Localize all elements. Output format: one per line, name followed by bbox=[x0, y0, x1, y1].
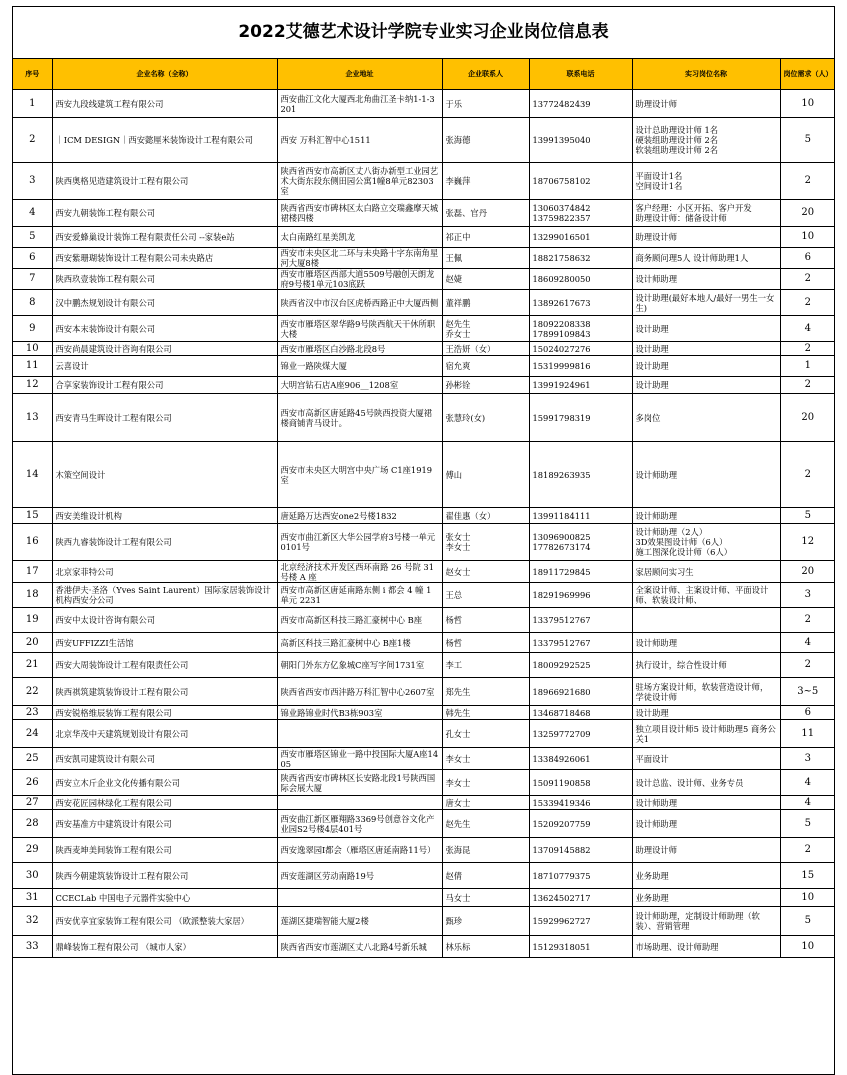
cell-contact: 王佩 bbox=[442, 248, 529, 269]
cell-demand: 5 bbox=[780, 508, 835, 524]
cell-position: 市场助理、设计师助理 bbox=[632, 936, 780, 958]
cell-address: 陕西省西安市莲湖区丈八北路4号新乐城 bbox=[277, 936, 442, 958]
cell-address: 西安莲湖区劳动南路19号 bbox=[277, 863, 442, 889]
cell-position: 平面设计1名 空间设计1名 bbox=[632, 163, 780, 200]
cell-demand: 4 bbox=[780, 796, 835, 810]
cell-demand: 10 bbox=[780, 889, 835, 907]
cell-address: 高新区科技三路汇豪树中心 B座1楼 bbox=[277, 633, 442, 653]
table-row bbox=[13, 838, 835, 863]
table-row bbox=[13, 290, 835, 316]
cell-company: CCECLab 中国电子元器件实验中心 bbox=[52, 889, 277, 907]
cell-contact: 赵先生 bbox=[442, 810, 529, 838]
cell-demand: 2 bbox=[780, 342, 835, 356]
cell-position: 业务助理 bbox=[632, 863, 780, 889]
cell-position: 助理设计师 bbox=[632, 90, 780, 118]
cell-company: 陕西祺筑建筑装饰设计工程有限公司 bbox=[52, 678, 277, 706]
cell-phone: 15339419346 bbox=[529, 796, 632, 810]
cell-company: 西安爱蜂巢设计装饰工程有限责任公司 --家装e站 bbox=[52, 227, 277, 248]
cell-phone: 13991924961 bbox=[529, 377, 632, 394]
cell-demand: 20 bbox=[780, 561, 835, 583]
cell-contact: 赵婕 bbox=[442, 269, 529, 290]
cell-no: 10 bbox=[13, 342, 52, 356]
table-row bbox=[13, 394, 835, 442]
cell-contact: 祁正中 bbox=[442, 227, 529, 248]
cell-company: 北京家菲特公司 bbox=[52, 561, 277, 583]
table-row bbox=[13, 524, 835, 561]
cell-address: 陕西省西安市碑林区长安路北段1号陕西国际会展大厦 bbox=[277, 770, 442, 796]
cell-demand: 3 bbox=[780, 748, 835, 770]
cell-demand: 12 bbox=[780, 524, 835, 561]
cell-demand: 4 bbox=[780, 316, 835, 342]
cell-position: 设计总助理设计师 1名 硬装组助理设计师 2名 软装组助理设计师 2名 bbox=[632, 118, 780, 163]
cell-address: 西安市雁塔区翠华路9号陕西航天干休所职大楼 bbox=[277, 316, 442, 342]
table-row bbox=[13, 118, 835, 163]
table-row bbox=[13, 678, 835, 706]
cell-contact: 王总 bbox=[442, 583, 529, 608]
cell-address: 莲湖区捷瑞智能大厦2楼 bbox=[277, 907, 442, 936]
cell-company: ｜ICM DESIGN｜西安懿厘米装饰设计工程有限公司 bbox=[52, 118, 277, 163]
cell-company: 陕西麦坤美间装饰工程有限公司 bbox=[52, 838, 277, 863]
cell-company: 西安青马生晖设计工程有限公司 bbox=[52, 394, 277, 442]
cell-address: 西安市雁塔区白沙路北段8号 bbox=[277, 342, 442, 356]
cell-demand: 20 bbox=[780, 394, 835, 442]
cell-company: 西安锐格维辰装饰工程有限公司 bbox=[52, 706, 277, 720]
cell-company: 西安美维设计机构 bbox=[52, 508, 277, 524]
cell-address bbox=[277, 889, 442, 907]
cell-address: 锦业一路陕煤大厦 bbox=[277, 356, 442, 377]
cell-address: 锦业路锦业时代B3栋903室 bbox=[277, 706, 442, 720]
cell-position: 设计助理 bbox=[632, 706, 780, 720]
cell-no: 24 bbox=[13, 720, 52, 748]
table-row bbox=[13, 561, 835, 583]
cell-demand: 2 bbox=[780, 163, 835, 200]
cell-phone: 18706758102 bbox=[529, 163, 632, 200]
cell-position: 设计师助理 bbox=[632, 269, 780, 290]
cell-phone: 13991395040 bbox=[529, 118, 632, 163]
cell-phone: 18189263935 bbox=[529, 442, 632, 508]
cell-position: 设计助理 bbox=[632, 356, 780, 377]
cell-company: 北京华茂中天建筑规划设计有限公司 bbox=[52, 720, 277, 748]
table-row bbox=[13, 248, 835, 269]
cell-demand: 11 bbox=[780, 720, 835, 748]
cell-contact: 赵先生 乔女士 bbox=[442, 316, 529, 342]
cell-demand: 1 bbox=[780, 356, 835, 377]
cell-no: 2 bbox=[13, 118, 52, 163]
cell-phone: 18710779375 bbox=[529, 863, 632, 889]
table-row bbox=[13, 936, 835, 958]
cell-phone: 13379512767 bbox=[529, 608, 632, 633]
cell-contact: 翟佳惠（女） bbox=[442, 508, 529, 524]
table-row bbox=[13, 633, 835, 653]
table-row bbox=[13, 200, 835, 227]
cell-no: 14 bbox=[13, 442, 52, 508]
cell-no: 20 bbox=[13, 633, 52, 653]
cell-phone: 13991184111 bbox=[529, 508, 632, 524]
cell-no: 19 bbox=[13, 608, 52, 633]
cell-company: 香港伊夫·圣洛（Yves Saint Laurent）国际家居装饰设计机构西安分公司 bbox=[52, 583, 277, 608]
cell-no: 21 bbox=[13, 653, 52, 678]
cell-no: 5 bbox=[13, 227, 52, 248]
cell-address: 西安曲江文化大厦西北角曲江圣卡纳1-1-3201 bbox=[277, 90, 442, 118]
cell-no: 33 bbox=[13, 936, 52, 958]
cell-address: 大明宫钻石店A座906__1208室 bbox=[277, 377, 442, 394]
cell-demand: 20 bbox=[780, 200, 835, 227]
cell-position: 设计助理 bbox=[632, 342, 780, 356]
cell-company: 汉中鹏杰规划设计有限公司 bbox=[52, 290, 277, 316]
cell-address: 朝阳门外东方亿象城C座写字间1731室 bbox=[277, 653, 442, 678]
cell-demand: 3 bbox=[780, 583, 835, 608]
cell-contact: 甄珍 bbox=[442, 907, 529, 936]
cell-demand: 2 bbox=[780, 838, 835, 863]
table-row bbox=[13, 748, 835, 770]
cell-address bbox=[277, 796, 442, 810]
cell-contact: 韩先生 bbox=[442, 706, 529, 720]
cell-contact: 张慧玲(女) bbox=[442, 394, 529, 442]
cell-contact: 孔女士 bbox=[442, 720, 529, 748]
cell-position: 设计助理 bbox=[632, 377, 780, 394]
cell-phone: 13709145882 bbox=[529, 838, 632, 863]
cell-no: 30 bbox=[13, 863, 52, 889]
table-row bbox=[13, 863, 835, 889]
table-row bbox=[13, 796, 835, 810]
header-position: 实习岗位名称 bbox=[632, 59, 780, 90]
cell-position: 设计师助理 bbox=[632, 810, 780, 838]
cell-no: 11 bbox=[13, 356, 52, 377]
cell-contact: 李巍萍 bbox=[442, 163, 529, 200]
table-row bbox=[13, 356, 835, 377]
cell-no: 9 bbox=[13, 316, 52, 342]
cell-no: 25 bbox=[13, 748, 52, 770]
cell-address: 西安市曲江新区大华公园学府3号楼一单元0101号 bbox=[277, 524, 442, 561]
cell-phone: 15091190858 bbox=[529, 770, 632, 796]
cell-phone: 18966921680 bbox=[529, 678, 632, 706]
table-row bbox=[13, 608, 835, 633]
cell-demand: 2 bbox=[780, 290, 835, 316]
cell-no: 18 bbox=[13, 583, 52, 608]
cell-no: 13 bbox=[13, 394, 52, 442]
cell-position: 设计师助理 bbox=[632, 796, 780, 810]
cell-address: 陕西省汉中市汉台区虎桥西路正中大厦西侧 bbox=[277, 290, 442, 316]
cell-demand: 5 bbox=[780, 810, 835, 838]
cell-company: 西安尚晨建筑设计咨询有限公司 bbox=[52, 342, 277, 356]
table-row bbox=[13, 227, 835, 248]
cell-phone: 13384926061 bbox=[529, 748, 632, 770]
cell-demand: 4 bbox=[780, 633, 835, 653]
cell-no: 31 bbox=[13, 889, 52, 907]
cell-phone: 13096900825 17782673174 bbox=[529, 524, 632, 561]
table-row bbox=[13, 342, 835, 356]
cell-demand: 6 bbox=[780, 706, 835, 720]
cell-demand: 2 bbox=[780, 442, 835, 508]
cell-phone: 13624502717 bbox=[529, 889, 632, 907]
cell-company: 木策空间设计 bbox=[52, 442, 277, 508]
cell-position: 驻场方案设计师，软装营造设计师，学徒设计师 bbox=[632, 678, 780, 706]
cell-address: 西安市未央区北二环与未央路十字东南角星河大厦8楼 bbox=[277, 248, 442, 269]
cell-company: 西安本末装饰设计有限公司 bbox=[52, 316, 277, 342]
cell-company: 鼎峰装饰工程有限公司 （城市人家） bbox=[52, 936, 277, 958]
table-row bbox=[13, 770, 835, 796]
cell-demand: 5 bbox=[780, 907, 835, 936]
cell-phone: 13379512767 bbox=[529, 633, 632, 653]
cell-demand: 5 bbox=[780, 118, 835, 163]
cell-contact: 张女士 李女士 bbox=[442, 524, 529, 561]
cell-address: 陕西省西安市碑林区太白路立交瑞鑫摩天城裙楼四楼 bbox=[277, 200, 442, 227]
cell-no: 6 bbox=[13, 248, 52, 269]
cell-contact: 于乐 bbox=[442, 90, 529, 118]
cell-position: 独立项目设计师5 设计师助理5 商务公关1 bbox=[632, 720, 780, 748]
cell-company: 陕西玖壹装饰工程有限公司 bbox=[52, 269, 277, 290]
cell-address: 西安市高新区唐延南路东侧 i 都会 4 幢 1 单元 2231 bbox=[277, 583, 442, 608]
cell-phone: 18009292525 bbox=[529, 653, 632, 678]
table-row bbox=[13, 269, 835, 290]
cell-company: 西安紫珊瑚装饰设计工程有限公司未央路店 bbox=[52, 248, 277, 269]
cell-contact: 张海德 bbox=[442, 118, 529, 163]
cell-phone: 13259772709 bbox=[529, 720, 632, 748]
cell-position: 业务助理 bbox=[632, 889, 780, 907]
table-row bbox=[13, 720, 835, 748]
cell-position: 平面设计 bbox=[632, 748, 780, 770]
cell-address: 北京经济技术开发区西环南路 26 号院 31 号楼 A 座 bbox=[277, 561, 442, 583]
cell-contact: 张磊、官丹 bbox=[442, 200, 529, 227]
cell-phone: 13468718468 bbox=[529, 706, 632, 720]
cell-phone: 18911729845 bbox=[529, 561, 632, 583]
cell-no: 12 bbox=[13, 377, 52, 394]
cell-contact: 孙彬铨 bbox=[442, 377, 529, 394]
cell-address: 西安曲江新区雁翔路3369号创意谷文化产业园S2号楼4层401号 bbox=[277, 810, 442, 838]
cell-demand: 2 bbox=[780, 377, 835, 394]
cell-contact: 赵女士 bbox=[442, 561, 529, 583]
cell-demand: 4 bbox=[780, 770, 835, 796]
cell-company: 西安凯司建筑设计有限公司 bbox=[52, 748, 277, 770]
table-row bbox=[13, 653, 835, 678]
cell-demand: 10 bbox=[780, 227, 835, 248]
cell-company: 云喜设计 bbox=[52, 356, 277, 377]
cell-company: 西安基准方中建筑设计有限公司 bbox=[52, 810, 277, 838]
cell-contact: 傅山 bbox=[442, 442, 529, 508]
cell-position: 客户经理：小区开拓、客户开发 助理设计师：储备设计师 bbox=[632, 200, 780, 227]
table-row bbox=[13, 583, 835, 608]
cell-address: 西安逸翠园I都会（雁塔区唐延南路11号） bbox=[277, 838, 442, 863]
cell-no: 27 bbox=[13, 796, 52, 810]
cell-position: 家居顾问实习生 bbox=[632, 561, 780, 583]
cell-address: 西安市雁塔区西部大道5509号融创天朗龙府9号楼1单元103底跃 bbox=[277, 269, 442, 290]
cell-demand: 3~5 bbox=[780, 678, 835, 706]
cell-address: 太白南路红星美凯龙 bbox=[277, 227, 442, 248]
cell-position: 多岗位 bbox=[632, 394, 780, 442]
cell-demand: 10 bbox=[780, 936, 835, 958]
cell-company: 西安九段线建筑工程有限公司 bbox=[52, 90, 277, 118]
cell-contact: 李女士 bbox=[442, 748, 529, 770]
cell-address: 西安 万科汇智中心1511 bbox=[277, 118, 442, 163]
cell-no: 29 bbox=[13, 838, 52, 863]
cell-demand: 10 bbox=[780, 90, 835, 118]
sheet-title: 2022艾德艺术设计学院专业实习企业岗位信息表 bbox=[13, 7, 834, 59]
cell-position: 设计师助理 bbox=[632, 508, 780, 524]
header-no: 序号 bbox=[13, 59, 52, 90]
cell-company: 合享家装饰设计工程有限公司 bbox=[52, 377, 277, 394]
cell-demand: 2 bbox=[780, 653, 835, 678]
table-row bbox=[13, 377, 835, 394]
cell-company: 陕西奥格见造建筑设计工程有限公司 bbox=[52, 163, 277, 200]
cell-position: 设计师助理，定制设计师助理（软装）、营销管理 bbox=[632, 907, 780, 936]
cell-contact: 宿允爽 bbox=[442, 356, 529, 377]
table-row bbox=[13, 907, 835, 936]
cell-no: 4 bbox=[13, 200, 52, 227]
cell-position: 设计师助理（2人） 3D效果图设计师（6人） 施工图深化设计师（6人） bbox=[632, 524, 780, 561]
cell-address: 西安市高新区科技三路汇豪树中心 B座 bbox=[277, 608, 442, 633]
cell-contact: 李工 bbox=[442, 653, 529, 678]
internship-table bbox=[13, 59, 835, 958]
cell-contact: 王浩妍（女） bbox=[442, 342, 529, 356]
cell-position bbox=[632, 608, 780, 633]
cell-contact: 林乐标 bbox=[442, 936, 529, 958]
cell-phone: 18609280050 bbox=[529, 269, 632, 290]
cell-phone: 18821758632 bbox=[529, 248, 632, 269]
cell-phone: 15209207759 bbox=[529, 810, 632, 838]
cell-contact: 唐女士 bbox=[442, 796, 529, 810]
cell-contact: 董祥鹏 bbox=[442, 290, 529, 316]
cell-phone: 15024027276 bbox=[529, 342, 632, 356]
header-row bbox=[13, 59, 835, 90]
cell-company: 西安花匠园林绿化工程有限公司 bbox=[52, 796, 277, 810]
cell-phone: 18092208338 17899109843 bbox=[529, 316, 632, 342]
cell-no: 8 bbox=[13, 290, 52, 316]
cell-no: 26 bbox=[13, 770, 52, 796]
cell-position: 设计师助理 bbox=[632, 633, 780, 653]
cell-company: 西安优享宜家装饰工程有限公司 （欧派整装大家居） bbox=[52, 907, 277, 936]
cell-company: 西安中太设计咨询有限公司 bbox=[52, 608, 277, 633]
cell-contact: 张海昆 bbox=[442, 838, 529, 863]
cell-contact: 杨哲 bbox=[442, 633, 529, 653]
cell-position: 助理设计师 bbox=[632, 227, 780, 248]
cell-no: 22 bbox=[13, 678, 52, 706]
header-phone: 联系电话 bbox=[529, 59, 632, 90]
spreadsheet-sheet bbox=[12, 6, 835, 1075]
table-row bbox=[13, 810, 835, 838]
table-row bbox=[13, 889, 835, 907]
cell-company: 陕西今朝建筑装饰设计工程有限公司 bbox=[52, 863, 277, 889]
cell-company: 西安九朝装饰工程有限公司 bbox=[52, 200, 277, 227]
table-row bbox=[13, 706, 835, 720]
cell-no: 17 bbox=[13, 561, 52, 583]
cell-address bbox=[277, 720, 442, 748]
cell-no: 15 bbox=[13, 508, 52, 524]
cell-no: 3 bbox=[13, 163, 52, 200]
cell-phone: 15991798319 bbox=[529, 394, 632, 442]
cell-position: 设计师助理 bbox=[632, 442, 780, 508]
cell-phone: 15129318051 bbox=[529, 936, 632, 958]
cell-address: 唐延路万达西安one2号楼1832 bbox=[277, 508, 442, 524]
cell-no: 1 bbox=[13, 90, 52, 118]
cell-company: 西安立木斤企业文化传播有限公司 bbox=[52, 770, 277, 796]
cell-address: 西安市高新区唐延路45号陕西投资大厦裙楼商铺青马设计。 bbox=[277, 394, 442, 442]
cell-demand: 15 bbox=[780, 863, 835, 889]
cell-position: 设计总监、设计师、业务专员 bbox=[632, 770, 780, 796]
header-company: 企业名称（全称） bbox=[52, 59, 277, 90]
cell-company: 西安大周装饰设计工程有限责任公司 bbox=[52, 653, 277, 678]
cell-company: 陕西九睿装饰设计工程有限公司 bbox=[52, 524, 277, 561]
table-row bbox=[13, 163, 835, 200]
cell-contact: 赵倩 bbox=[442, 863, 529, 889]
cell-contact: 马女士 bbox=[442, 889, 529, 907]
header-address: 企业地址 bbox=[277, 59, 442, 90]
cell-phone: 15929962727 bbox=[529, 907, 632, 936]
table-row bbox=[13, 316, 835, 342]
cell-no: 7 bbox=[13, 269, 52, 290]
table-row bbox=[13, 90, 835, 118]
cell-address: 西安市雁塔区锦业一路中投国际大厦A座1405 bbox=[277, 748, 442, 770]
cell-address: 陕西省西安市西沣路万科汇智中心2607室 bbox=[277, 678, 442, 706]
cell-demand: 2 bbox=[780, 269, 835, 290]
cell-no: 23 bbox=[13, 706, 52, 720]
cell-address: 西安市未央区大明宫中央广场 C1座1919室 bbox=[277, 442, 442, 508]
cell-no: 16 bbox=[13, 524, 52, 561]
table-row bbox=[13, 508, 835, 524]
table-row bbox=[13, 442, 835, 508]
cell-no: 28 bbox=[13, 810, 52, 838]
cell-position: 助理设计师 bbox=[632, 838, 780, 863]
cell-position: 执行设计，综合性设计师 bbox=[632, 653, 780, 678]
header-demand: 岗位需求（人） bbox=[780, 59, 835, 90]
cell-demand: 2 bbox=[780, 608, 835, 633]
cell-no: 32 bbox=[13, 907, 52, 936]
cell-phone: 15319999816 bbox=[529, 356, 632, 377]
cell-phone: 13060374842 13759822357 bbox=[529, 200, 632, 227]
cell-phone: 13892617673 bbox=[529, 290, 632, 316]
cell-position: 设计助理(最好本地人/最好一男生一女生) bbox=[632, 290, 780, 316]
header-contact: 企业联系人 bbox=[442, 59, 529, 90]
cell-contact: 郑先生 bbox=[442, 678, 529, 706]
cell-position: 设计助理 bbox=[632, 316, 780, 342]
cell-position: 全案设计师、主案设计师、平面设计师、软装设计师、 bbox=[632, 583, 780, 608]
cell-address: 陕西省西安市高新区丈八街办新型工业园艺术大街东段东侧田园公寓1幢8单元82303室 bbox=[277, 163, 442, 200]
cell-position: 商务顾问理5人 设计师助理1人 bbox=[632, 248, 780, 269]
cell-phone: 13299016501 bbox=[529, 227, 632, 248]
cell-demand: 6 bbox=[780, 248, 835, 269]
cell-contact: 杨哲 bbox=[442, 608, 529, 633]
cell-company: 西安UFFIZZI生活馆 bbox=[52, 633, 277, 653]
cell-phone: 18291969996 bbox=[529, 583, 632, 608]
cell-contact: 李女士 bbox=[442, 770, 529, 796]
cell-phone: 13772482439 bbox=[529, 90, 632, 118]
